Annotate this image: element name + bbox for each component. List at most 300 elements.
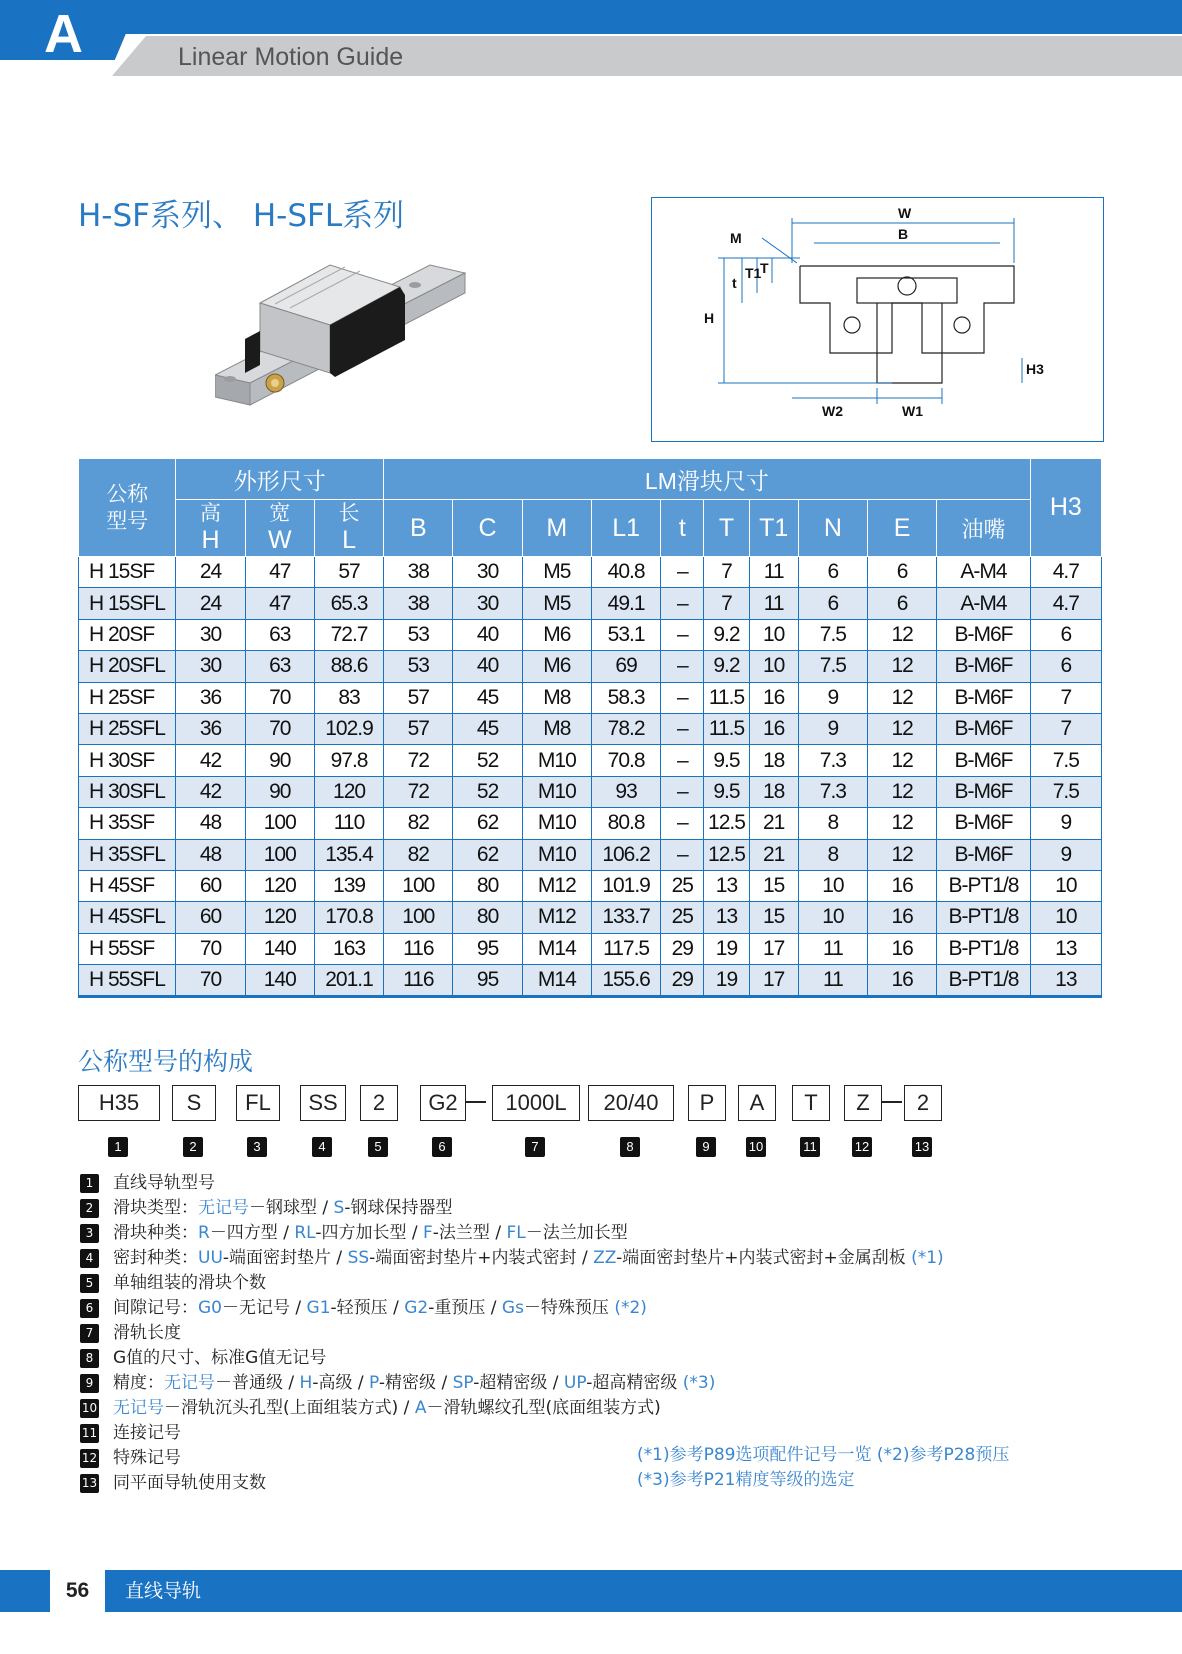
legend-code: (*2)	[614, 1298, 647, 1318]
table-cell: 24	[176, 557, 245, 588]
table-cell: 9.5	[704, 745, 749, 776]
table-cell: 12	[868, 776, 937, 807]
legend-code: G2	[404, 1298, 429, 1318]
header-N: N	[798, 500, 867, 557]
table-cell: 6	[868, 588, 937, 619]
table-cell: 8	[798, 808, 867, 839]
table-cell: 12.5	[704, 808, 749, 839]
code-box: S	[172, 1085, 216, 1121]
table-cell: 48	[176, 808, 245, 839]
table-cell: 30	[453, 588, 522, 619]
code-box: P	[688, 1085, 726, 1121]
legend-text: -超精密级 /	[473, 1373, 564, 1393]
table-cell: –	[661, 713, 704, 744]
table-cell: 16	[868, 902, 937, 933]
table-cell: 29	[661, 933, 704, 964]
table-cell: A-M4	[937, 588, 1030, 619]
legend-item	[80, 1296, 944, 1321]
legend-number: 3	[80, 1224, 99, 1243]
table-cell: 7	[704, 557, 749, 588]
legend-code: RL	[294, 1223, 316, 1243]
code-box: SS	[300, 1085, 346, 1121]
table-cell: 57	[384, 713, 453, 744]
legend-code: H	[299, 1373, 313, 1393]
table-cell: 9	[798, 682, 867, 713]
legend-item	[80, 1396, 944, 1421]
table-cell: B-M6F	[937, 682, 1030, 713]
table-cell: 6	[1030, 619, 1101, 650]
table-cell: 93	[591, 776, 660, 807]
table-cell: 4.7	[1030, 557, 1101, 588]
header-model: 公称 型号	[79, 459, 176, 557]
table-cell: 7	[704, 588, 749, 619]
model-cell: H 30SF	[79, 745, 176, 776]
dimension-drawing	[651, 197, 1104, 442]
table-cell: A-M4	[937, 557, 1030, 588]
table-cell: 65.3	[314, 588, 383, 619]
table-cell: 7	[1030, 713, 1101, 744]
legend-code: A	[414, 1398, 427, 1418]
dimension-drawing-svg	[652, 198, 1103, 441]
table-cell: B-PT1/8	[937, 902, 1030, 933]
table-cell: 30	[176, 619, 245, 650]
spec-table-body	[79, 557, 1102, 997]
model-cell: H 15SFL	[79, 588, 176, 619]
header-t: t	[661, 500, 704, 557]
table-cell: 6	[798, 588, 867, 619]
table-cell: 36	[176, 713, 245, 744]
legend-code: (*1)	[911, 1248, 944, 1268]
legend-number: 6	[80, 1299, 99, 1318]
table-cell: 47	[245, 557, 314, 588]
legend-text: 滑轨长度	[113, 1323, 181, 1343]
header-B: B	[384, 500, 453, 557]
table-cell: 83	[314, 682, 383, 713]
code-number: 4	[312, 1137, 332, 1157]
table-cell: 201.1	[314, 965, 383, 997]
table-cell: 133.7	[591, 902, 660, 933]
table-cell: M12	[522, 902, 591, 933]
model-cell: H 15SF	[79, 557, 176, 588]
legend-code: SS	[347, 1248, 370, 1268]
table-cell: 29	[661, 965, 704, 997]
legend-code: SP	[452, 1373, 474, 1393]
table-cell: –	[661, 776, 704, 807]
header-H: 高 H	[176, 500, 245, 557]
table-cell: 120	[245, 870, 314, 901]
legend-text: -高级 /	[312, 1373, 370, 1393]
legend-number: 1	[80, 1174, 99, 1193]
table-cell: 6	[1030, 651, 1101, 682]
legend-code: S	[333, 1198, 345, 1218]
legend-text: －滑轨沉头孔型(上面组装方式) /	[164, 1398, 415, 1418]
table-cell: 117.5	[591, 933, 660, 964]
header-L1: L1	[591, 500, 660, 557]
table-cell: M8	[522, 682, 591, 713]
table-cell: 7.5	[798, 651, 867, 682]
legend-code: FL	[506, 1223, 526, 1243]
code-box: H35	[78, 1085, 160, 1121]
legend-number: 11	[80, 1424, 99, 1443]
code-separator	[466, 1101, 486, 1103]
model-cell: H 20SF	[79, 619, 176, 650]
table-cell: 10	[749, 651, 798, 682]
table-cell: B-PT1/8	[937, 933, 1030, 964]
legend-text: －法兰加长型	[525, 1223, 628, 1243]
label-B: B	[898, 226, 909, 242]
code-number: 13	[912, 1137, 932, 1157]
header-T1: T1	[749, 500, 798, 557]
table-cell: M5	[522, 588, 591, 619]
table-cell: 70	[176, 933, 245, 964]
legend-code: F	[423, 1223, 433, 1243]
table-cell: –	[661, 619, 704, 650]
reference-notes	[637, 1443, 1009, 1493]
table-cell: 49.1	[591, 588, 660, 619]
label-W1: W1	[902, 403, 923, 419]
legend-text: －滑轨螺纹孔型(底面组装方式)	[426, 1398, 661, 1418]
table-cell: 18	[749, 776, 798, 807]
code-box: 2	[360, 1085, 398, 1121]
legend-text: 连接记号	[113, 1423, 181, 1443]
table-cell: 16	[868, 870, 937, 901]
legend-number: 5	[80, 1274, 99, 1293]
table-row	[79, 870, 1102, 901]
table-cell: 17	[749, 933, 798, 964]
table-cell: 7.3	[798, 776, 867, 807]
legend-text: -超高精密级	[586, 1373, 683, 1393]
table-cell: M10	[522, 776, 591, 807]
page-number: 56	[50, 1570, 105, 1612]
table-cell: 17	[749, 965, 798, 997]
table-row	[79, 745, 1102, 776]
table-cell: 16	[868, 965, 937, 997]
code-number: 6	[432, 1137, 452, 1157]
model-cell: H 35SF	[79, 808, 176, 839]
legend-code: Gs	[501, 1298, 524, 1318]
table-cell: 9.2	[704, 619, 749, 650]
table-cell: 116	[384, 933, 453, 964]
table-cell: 13	[1030, 965, 1101, 997]
legend-number: 10	[80, 1399, 99, 1418]
table-cell: B-M6F	[937, 839, 1030, 870]
table-cell: 24	[176, 588, 245, 619]
header-T: T	[704, 500, 749, 557]
header-L: 长 L	[314, 500, 383, 557]
table-cell: 9	[798, 713, 867, 744]
table-cell: 12	[868, 839, 937, 870]
legend-item	[80, 1271, 944, 1296]
table-cell: B-M6F	[937, 713, 1030, 744]
series-title: H-SF系列、 H-SFL系列	[78, 198, 405, 234]
table-cell: 9.5	[704, 776, 749, 807]
table-row	[79, 902, 1102, 933]
code-number: 9	[696, 1137, 716, 1157]
table-cell: 82	[384, 808, 453, 839]
table-cell: 48	[176, 839, 245, 870]
table-cell: 16	[868, 933, 937, 964]
table-row	[79, 713, 1102, 744]
table-cell: 80	[453, 902, 522, 933]
table-cell: –	[661, 557, 704, 588]
table-cell: 9	[1030, 808, 1101, 839]
table-cell: 42	[176, 776, 245, 807]
table-cell: 70.8	[591, 745, 660, 776]
table-cell: 6	[868, 557, 937, 588]
table-cell: 90	[245, 776, 314, 807]
code-box: 20/40	[588, 1085, 674, 1121]
table-cell: 7.5	[798, 619, 867, 650]
table-cell: B-M6F	[937, 619, 1030, 650]
footer-text: 直线导轨	[125, 1580, 202, 1602]
legend-code: P	[369, 1373, 379, 1393]
legend-item	[80, 1371, 944, 1396]
table-cell: 21	[749, 808, 798, 839]
legend-text: -轻预压 /	[330, 1298, 405, 1318]
legend-text: 同平面导轨使用支数	[113, 1473, 266, 1493]
legend-text: －普通级 /	[215, 1373, 300, 1393]
header-E: E	[868, 500, 937, 557]
label-t: t	[732, 275, 737, 291]
legend-number: 2	[80, 1199, 99, 1218]
legend-code: 无记号	[198, 1198, 249, 1218]
legend-text: -精密级 /	[378, 1373, 453, 1393]
table-cell: M6	[522, 651, 591, 682]
header-bar	[0, 0, 1182, 34]
table-cell: 30	[176, 651, 245, 682]
table-cell: B-M6F	[937, 745, 1030, 776]
legend-text: -重预压 /	[428, 1298, 502, 1318]
legend-text: -四方加长型 /	[315, 1223, 424, 1243]
table-cell: 139	[314, 870, 383, 901]
legend-code: ZZ	[593, 1248, 617, 1268]
table-cell: 40	[453, 619, 522, 650]
table-cell: 12	[868, 713, 937, 744]
code-number: 5	[368, 1137, 388, 1157]
table-cell: 19	[704, 933, 749, 964]
code-box: FL	[236, 1085, 280, 1121]
legend-item	[80, 1321, 944, 1346]
table-cell: 100	[384, 870, 453, 901]
table-cell: 12	[868, 651, 937, 682]
table-cell: 72.7	[314, 619, 383, 650]
table-cell: 80.8	[591, 808, 660, 839]
table-cell: 110	[314, 808, 383, 839]
code-number: 10	[746, 1137, 766, 1157]
table-row	[79, 619, 1102, 650]
table-cell: M12	[522, 870, 591, 901]
model-cell: H 25SFL	[79, 713, 176, 744]
table-cell: 21	[749, 839, 798, 870]
legend-text: 精度：	[113, 1373, 164, 1393]
table-cell: 10	[798, 902, 867, 933]
table-row	[79, 808, 1102, 839]
label-M: M	[730, 230, 742, 246]
table-cell: –	[661, 682, 704, 713]
table-cell: –	[661, 808, 704, 839]
table-cell: B-PT1/8	[937, 870, 1030, 901]
table-cell: 11.5	[704, 713, 749, 744]
legend-code: G0	[198, 1298, 222, 1318]
table-cell: 11.5	[704, 682, 749, 713]
legend-text: 特殊记号	[113, 1448, 181, 1468]
table-cell: 7.3	[798, 745, 867, 776]
table-cell: 52	[453, 776, 522, 807]
reference-note: (*3)参考P21精度等级的选定	[637, 1470, 855, 1490]
table-cell: 95	[453, 933, 522, 964]
product-illustration	[215, 255, 485, 435]
table-cell: 120	[245, 902, 314, 933]
table-row	[79, 651, 1102, 682]
table-cell: 15	[749, 902, 798, 933]
table-cell: 25	[661, 870, 704, 901]
legend-text: -端面密封垫片 /	[222, 1248, 348, 1268]
table-cell: B-M6F	[937, 651, 1030, 682]
table-cell: 53.1	[591, 619, 660, 650]
table-cell: 52	[453, 745, 522, 776]
table-cell: 72	[384, 776, 453, 807]
table-cell: 38	[384, 588, 453, 619]
table-cell: 69	[591, 651, 660, 682]
model-cell: H 30SFL	[79, 776, 176, 807]
code-box: Z	[844, 1085, 882, 1121]
legend-text: －钢球型 /	[249, 1198, 334, 1218]
table-cell: 53	[384, 619, 453, 650]
table-cell: 62	[453, 808, 522, 839]
table-cell: M10	[522, 839, 591, 870]
table-cell: 19	[704, 965, 749, 997]
table-cell: 72	[384, 745, 453, 776]
table-row	[79, 557, 1102, 588]
table-cell: M14	[522, 965, 591, 997]
table-cell: 40.8	[591, 557, 660, 588]
table-cell: 12	[868, 745, 937, 776]
table-cell: M8	[522, 713, 591, 744]
model-cell: H 20SFL	[79, 651, 176, 682]
code-number: 12	[852, 1137, 872, 1157]
table-cell: 63	[245, 619, 314, 650]
table-cell: 11	[749, 557, 798, 588]
legend-code: UU	[198, 1248, 223, 1268]
code-box: T	[792, 1085, 830, 1121]
model-cell: H 35SFL	[79, 839, 176, 870]
table-cell: –	[661, 839, 704, 870]
table-cell: 60	[176, 870, 245, 901]
table-cell: 106.2	[591, 839, 660, 870]
table-cell: 15	[749, 870, 798, 901]
table-cell: 82	[384, 839, 453, 870]
table-cell: B-PT1/8	[937, 965, 1030, 997]
legend-text: 单轴组装的滑块个数	[113, 1273, 266, 1293]
table-cell: –	[661, 588, 704, 619]
model-cell: H 25SF	[79, 682, 176, 713]
code-box: 2	[904, 1085, 942, 1121]
legend-text: －特殊预压	[523, 1298, 615, 1318]
table-cell: 42	[176, 745, 245, 776]
table-cell: 11	[798, 933, 867, 964]
legend-code: (*3)	[682, 1373, 716, 1393]
label-W: W	[898, 205, 912, 221]
legend-text: －无记号 /	[222, 1298, 307, 1318]
legend-text: －四方型 /	[209, 1223, 295, 1243]
table-cell: B-M6F	[937, 776, 1030, 807]
table-cell: 57	[314, 557, 383, 588]
table-cell: M5	[522, 557, 591, 588]
table-cell: 12	[868, 619, 937, 650]
table-cell: M10	[522, 745, 591, 776]
table-cell: 97.8	[314, 745, 383, 776]
label-W2: W2	[822, 403, 843, 419]
table-cell: 12	[868, 808, 937, 839]
table-cell: 12.5	[704, 839, 749, 870]
legend-text: 滑块种类：	[113, 1223, 198, 1243]
table-row	[79, 776, 1102, 807]
table-cell: 80	[453, 870, 522, 901]
header-M: M	[522, 500, 591, 557]
legend-code: UP	[563, 1373, 587, 1393]
table-cell: 11	[749, 588, 798, 619]
table-cell: 18	[749, 745, 798, 776]
legend-number: 9	[80, 1374, 99, 1393]
header-C: C	[453, 500, 522, 557]
legend-text: -钢球保持器型	[344, 1198, 453, 1218]
header-title: Linear Motion Guide	[178, 43, 404, 71]
legend-code: 无记号	[164, 1373, 215, 1393]
table-cell: 120	[314, 776, 383, 807]
table-cell: 70	[245, 713, 314, 744]
section-letter: A	[44, 4, 83, 64]
code-box: G2	[420, 1085, 466, 1121]
table-row	[79, 965, 1102, 997]
model-cell: H 45SFL	[79, 902, 176, 933]
table-cell: 11	[798, 965, 867, 997]
table-cell: 170.8	[314, 902, 383, 933]
table-cell: 9.2	[704, 651, 749, 682]
table-cell: 12	[868, 682, 937, 713]
table-cell: 163	[314, 933, 383, 964]
table-cell: 116	[384, 965, 453, 997]
table-cell: 45	[453, 713, 522, 744]
code-number: 3	[247, 1137, 267, 1157]
table-cell: 16	[749, 682, 798, 713]
code-number: 11	[800, 1137, 820, 1157]
table-cell: 6	[798, 557, 867, 588]
table-cell: 58.3	[591, 682, 660, 713]
header-block-dims: LM滑块尺寸	[384, 459, 1030, 500]
composition-title: 公称型号的构成	[78, 1047, 254, 1076]
legend-code: G1	[306, 1298, 331, 1318]
table-cell: 88.6	[314, 651, 383, 682]
label-H: H	[704, 310, 715, 326]
table-cell: 47	[245, 588, 314, 619]
table-cell: 155.6	[591, 965, 660, 997]
table-row	[79, 588, 1102, 619]
legend-number: 12	[80, 1449, 99, 1468]
table-cell: 78.2	[591, 713, 660, 744]
table-cell: 102.9	[314, 713, 383, 744]
table-cell: 13	[704, 870, 749, 901]
table-cell: 7.5	[1030, 745, 1101, 776]
table-cell: 40	[453, 651, 522, 682]
table-cell: 90	[245, 745, 314, 776]
legend-number: 7	[80, 1324, 99, 1343]
table-cell: M6	[522, 619, 591, 650]
table-cell: 45	[453, 682, 522, 713]
table-cell: –	[661, 745, 704, 776]
legend-text: -法兰型 /	[432, 1223, 507, 1243]
code-number: 7	[525, 1137, 545, 1157]
table-cell: 101.9	[591, 870, 660, 901]
